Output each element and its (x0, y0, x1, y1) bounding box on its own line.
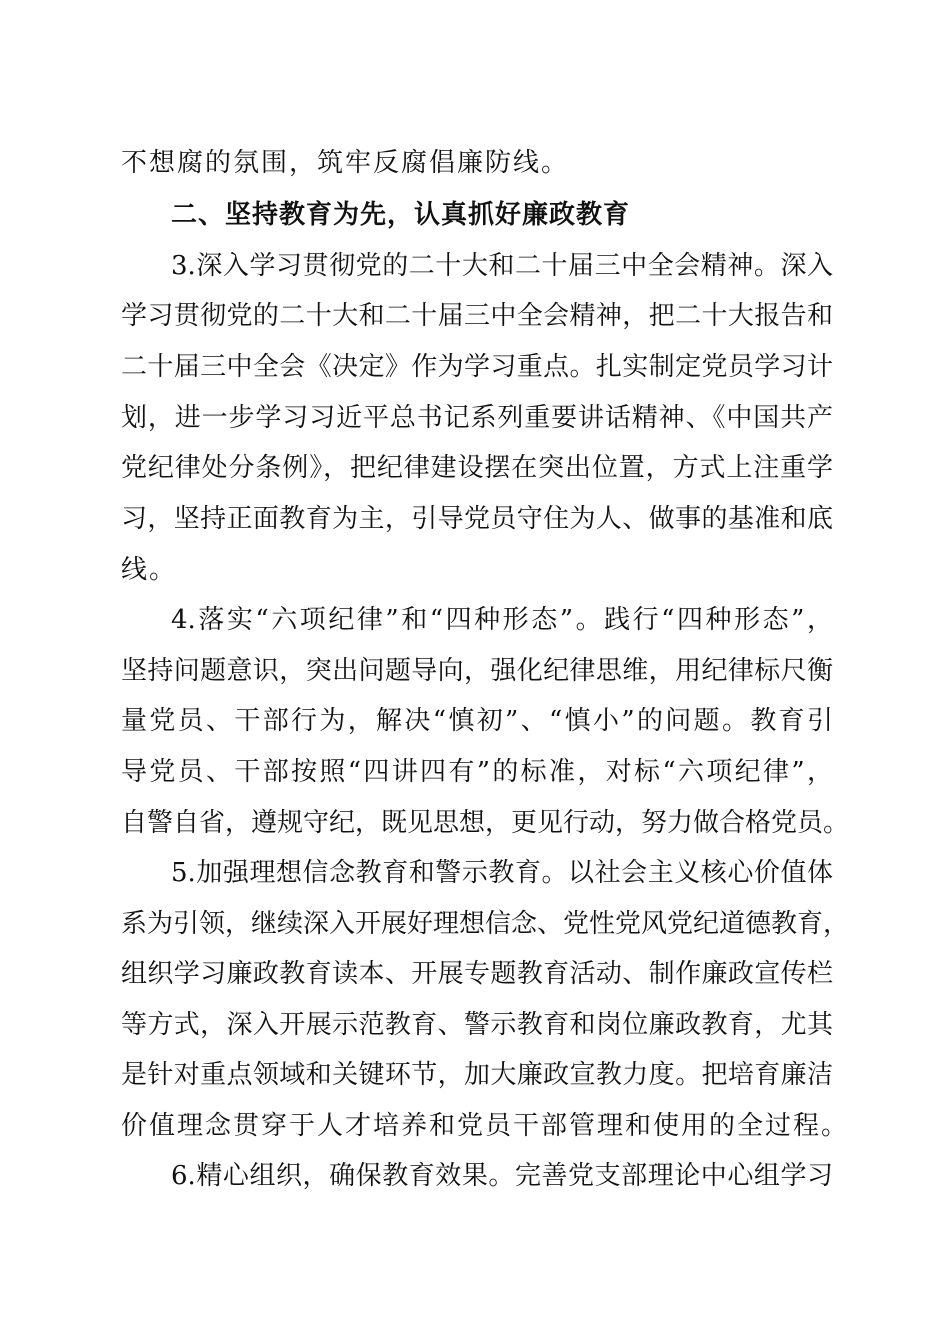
paragraph-5-line-5: 是针对重点领域和关键环节，加大廉政宣教力度。把培育廉洁 (121, 1060, 833, 1090)
paragraph-5-line-1: 5.加强理想信念教育和警示教育。以社会主义核心价值体 (171, 858, 833, 888)
paragraph-4-line-2: 坚持问题意识，突出问题导向，强化纪律思维，用纪律标尺衡 (121, 656, 833, 686)
paragraph-3-line-1: 3.深入学习贯彻党的二十大和二十届三中全会精神。深入 (171, 251, 833, 281)
paragraph-3-line-5: 党纪律处分条例》，把纪律建设摆在突出位置，方式上注重学 (121, 453, 833, 483)
paragraph-6-line-1: 6.精心组织，确保教育效果。完善党支部理论中心组学习 (171, 1161, 833, 1191)
text-line-continuation: 不想腐的氛围，筑牢反腐倡廉防线。 (121, 148, 570, 178)
paragraph-4-line-4: 导党员、干部按照“四讲四有”的标准，对标“六项纪律”， (121, 757, 833, 787)
paragraph-3-line-6: 习，坚持正面教育为主，引导党员守住为人、做事的基准和底 (121, 504, 833, 534)
paragraph-5-line-4: 等方式，深入开展示范教育、警示教育和岗位廉政教育，尤其 (121, 1010, 833, 1040)
paragraph-3-line-7: 线。 (121, 555, 178, 585)
paragraph-4-line-5: 自警自省，遵规守纪，既见思想，更见行动，努力做合格党员。 (121, 808, 850, 838)
paragraph-4-line-1: 4.落实“六项纪律”和“四种形态”。践行“四种形态”， (171, 605, 833, 635)
paragraph-3-line-3: 二十届三中全会《决定》作为学习重点。扎实制定党员学习计 (121, 352, 833, 382)
paragraph-5-line-2: 系为引领，继续深入开展好理想信念、党性党风党纪道德教育， (121, 909, 850, 939)
section-heading: 二、坚持教育为先，认真抓好廉政教育 (171, 200, 631, 230)
paragraph-4-line-3: 量党员、干部行为，解决“慎初”、“慎小”的问题。教育引 (121, 706, 833, 736)
paragraph-3-line-2: 学习贯彻党的二十大和二十届三中全会精神，把二十大报告和 (121, 301, 833, 331)
paragraph-3-line-4: 划，进一步学习习近平总书记系列重要讲话精神、《中国共产 (121, 403, 833, 433)
paragraph-5-line-6: 价值理念贯穿于人才培养和党员干部管理和使用的全过程。 (121, 1111, 850, 1141)
paragraph-5-line-3: 组织学习廉政教育读本、开展专题教育活动、制作廉政宣传栏 (121, 959, 833, 989)
